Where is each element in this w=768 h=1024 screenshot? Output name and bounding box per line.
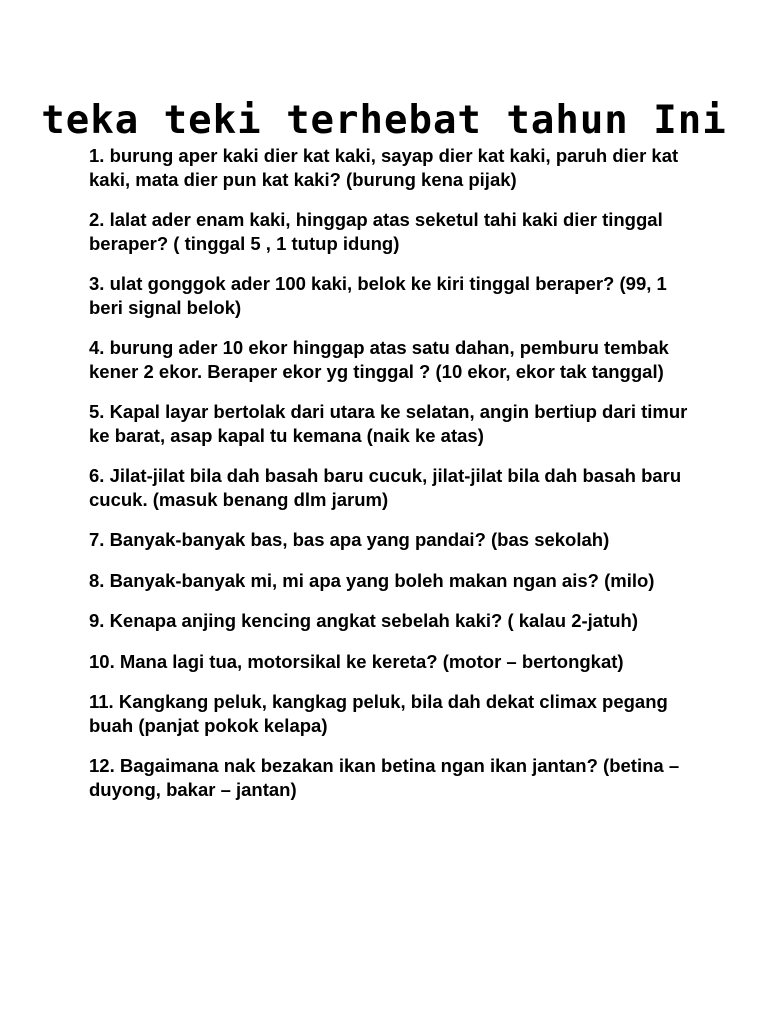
riddle-item: 12. Bagaimana nak bezakan ikan betina ngan ikan jantan? (betina – duyong, bakar – jantan) — [89, 755, 680, 800]
riddle-item: 6. Jilat-jilat bila dah basah baru cucuk, jilat-jilat bila dah basah baru cucuk. (masuk benang dlm jarum) — [89, 465, 682, 510]
riddle-item: 10. Mana lagi tua, motorsikal ke kereta? (motor – bertongkat) — [89, 650, 624, 672]
riddle-item: 11. Kangkang peluk, kangkag peluk, bila dah dekat climax pegang buah (panjat pokok kelapa) — [89, 691, 668, 736]
riddle-item: 2. lalat ader enam kaki, hinggap atas seketul tahi kaki dier tinggal beraper? ( tinggal 5 , 1 tutup idung) — [89, 209, 663, 254]
riddle-item: 5. Kapal layar bertolak dari utara ke selatan, angin bertiup dari timur ke barat, asap kapal tu kemana (naik ke atas) — [89, 401, 688, 446]
riddle-item: 9. Kenapa anjing kencing angkat sebelah kaki? ( kalau 2-jatuh) — [89, 610, 638, 631]
riddle-item: 4. burung ader 10 ekor hinggap atas satu dahan, pemburu tembak kener 2 ekor. Beraper ekor yg tinggal ? (10 ekor, ekor tak tanggal) — [89, 337, 669, 382]
riddle-list — [89, 144, 689, 818]
riddle-item: 3. ulat gonggok ader 100 kaki, belok ke kiri tinggal beraper? (99, 1 beri signal belok) — [89, 273, 667, 318]
page-title: teka teki terhebat tahun Ini — [41, 98, 727, 143]
riddle-item: 1. burung aper kaki dier kat kaki, sayap dier kat kaki, paruh dier kat kaki, mata dier pun kat kaki? (burung kena pijak) — [89, 145, 679, 190]
riddle-item: 8. Banyak-banyak mi, mi apa yang boleh makan ngan ais? (milo) — [89, 569, 655, 591]
riddle-item: 7. Banyak-banyak bas, bas apa yang pandai? (bas sekolah) — [89, 529, 610, 550]
